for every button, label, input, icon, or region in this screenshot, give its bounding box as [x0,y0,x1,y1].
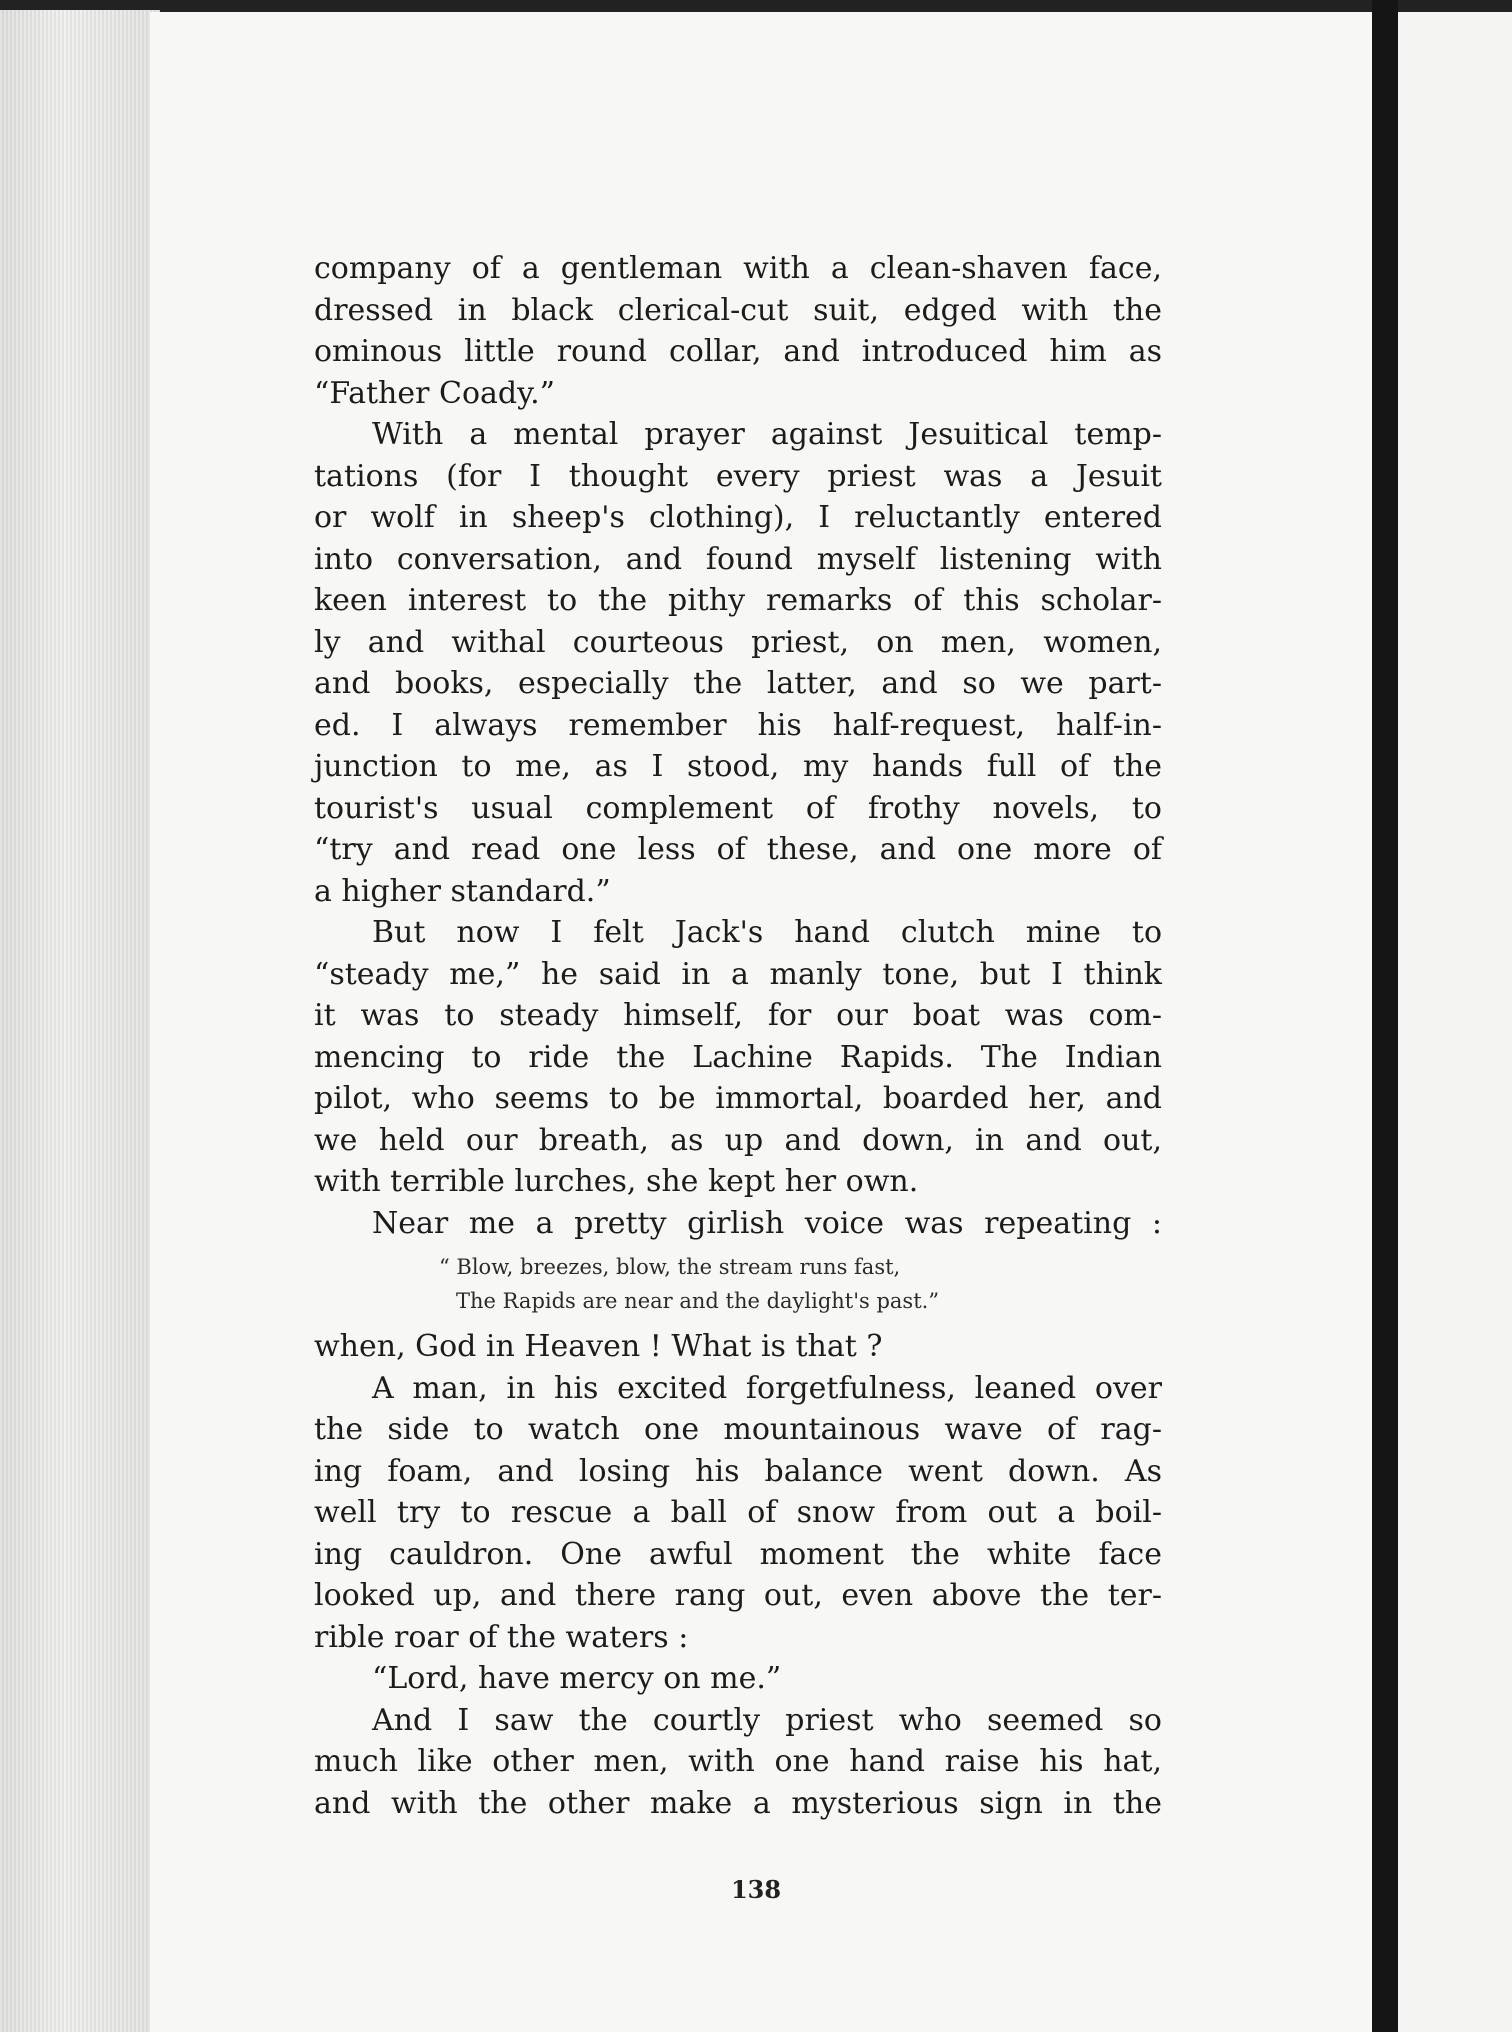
text-line: company of a gentleman with a clean-shaven face, [314,251,1162,286]
text-line: it was to steady himself, for our boat was com- [314,998,1162,1033]
verse-line: “ Blow, breezes, blow, the stream runs fast, [439,1255,901,1279]
text-line: much like other men, with one hand raise his hat, [314,1744,1162,1779]
text-line: “steady me,” he said in a manly tone, but I think [314,956,1162,992]
page-body-text [314,248,1162,1824]
text-line: ed. I always remember his half-request, half-in- [314,707,1162,743]
page-number: 138 [730,1875,782,1904]
text-line: junction to me, as I stood, my hands full of the [314,749,1162,784]
text-line: ing foam, and losing his balance went down. As [314,1453,1162,1489]
text-line: the side to watch one mountainous wave of rag- [314,1412,1162,1447]
text-line: and books, especially the latter, and so we part- [314,666,1162,701]
text-line: ly and withal courteous priest, on men, women, [314,624,1162,660]
text-line: or wolf in sheep's clothing), I reluctantly entered [314,500,1162,535]
text-line: tations (for I thought every priest was a Jesuit [314,458,1162,494]
text-line: with terrible lurches, she kept her own. [314,1164,919,1199]
text-line: well try to rescue a ball of snow from out a boil- [314,1495,1162,1530]
text-line: dressed in black clerical-cut suit, edged with the [314,292,1162,328]
verse-quote [439,1250,1162,1318]
text-line: But now I felt Jack's hand clutch mine to [372,915,1162,950]
text-line: tourist's usual complement of frothy novels, to [314,790,1162,826]
text-line: looked up, and there rang out, even above the ter- [314,1578,1162,1613]
book-gutter [1372,0,1398,2032]
text-line: and with the other make a mysterious sign in the [314,1785,1162,1821]
text-line: ing cauldron. One awful moment the white face [314,1536,1162,1572]
text-line: A man, in his excited forgetfulness, leaned over [372,1370,1162,1406]
verse-line: The Rapids are near and the daylight's past.” [456,1289,940,1313]
text-line: And I saw the courtly priest who seemed so [372,1702,1162,1738]
text-line: when, God in Heaven ! What is that ? [314,1329,883,1364]
text-line: “try and read one less of these, and one more of [314,832,1162,867]
page-edges-shadow [0,10,160,2032]
text-line: rible roar of the waters : [314,1619,689,1655]
text-line: ominous little round collar, and introduced him as [314,334,1162,369]
text-line: we held our breath, as up and down, in and out, [314,1122,1162,1158]
text-line: into conversation, and found myself listening with [314,541,1162,577]
text-line: mencing to ride the Lachine Rapids. The Indian [314,1039,1162,1075]
text-line: “Father Coady.” [314,375,555,411]
text-line: “Lord, have mercy on me.” [372,1661,782,1696]
scan-top-border [0,0,1512,12]
text-line: a higher standard.” [314,873,611,909]
text-line: keen interest to the pithy remarks of this scholar- [314,583,1162,618]
text-line: Near me a pretty girlish voice was repeating : [372,1205,1162,1241]
text-line: With a mental prayer against Jesuitical temp- [372,417,1162,452]
text-line: pilot, who seems to be immortal, boarded her, and [314,1081,1162,1116]
facing-page-edge [1398,12,1512,2032]
